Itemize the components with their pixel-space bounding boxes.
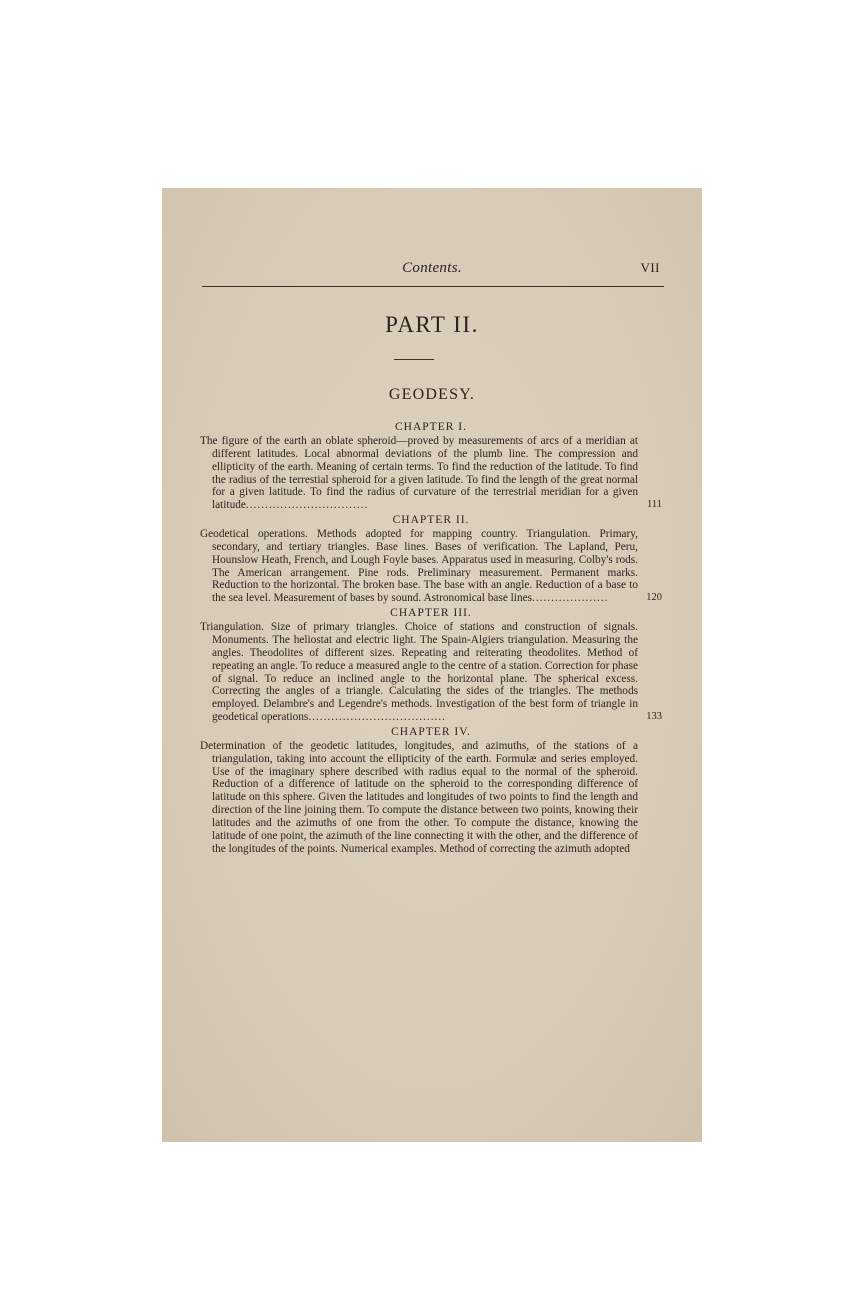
chapter-4 <box>200 725 662 856</box>
header-rule <box>202 286 664 287</box>
chapter-heading: CHAPTER I. <box>395 421 467 433</box>
section-divider <box>394 359 434 360</box>
dot-leader: ................................ <box>245 499 369 512</box>
chapter-page-number: 111 <box>647 499 662 511</box>
chapter-1 <box>200 420 662 512</box>
chapter-summary <box>200 435 662 512</box>
chapter-heading: CHAPTER IV. <box>391 725 471 738</box>
chapter-heading: CHAPTER III. <box>390 607 472 620</box>
summary-text: Determination of the geodetic latitudes, longitudes, and azimuths, of the stations of a triangulation, taking into account the ellipticity of the earth. Formulæ and series employed. Use of the imaginary sphere described with radius equal to the normal of the spheroid. Reduction of a difference of latitude on the spheroid to the corresponding difference of latitude on this sphere. Given the latitudes and longitudes of two points to find the length and direction of the line joining them. To compute the distance between two points, knowing their latitudes and the azimuths of one from the other. To compute the distance, knowing the latitude of one point, the azimuth of the line connecting it with the other, and the difference of the longitudes of the points. Numerical examples. Method of correcting the azimuth adopted <box>200 739 638 855</box>
chapter-summary <box>200 621 662 724</box>
summary-text: The figure of the earth an oblate spheroid—proved by measurements of arcs of a meridian at different latitudes. Local abnormal deviations of the plumb line. The compression and ellipticity of the earth. Meaning of certain terms. To find the reduction of the latitude. To find the radius of the terrestial spheroid for a given latitude. To find the length of the great normal for a given latitude. To find the radius of curvature of the terrestrial meridian for a given latitude <box>200 435 638 512</box>
chapter-summary <box>200 528 662 605</box>
chapter-page-number: 120 <box>646 592 662 604</box>
scanned-page <box>162 188 702 1142</box>
chapter-heading: CHAPTER II. <box>392 514 470 527</box>
summary-text: Geodetical operations. Methods adopted for mapping country. Triangulation. Primary, secondary, and tertiary triangles. Base lines. Bases of verification. The Lapland, Peru, Hounslow Heath, French, and Lough Foyle bases. Apparatus used in measuring. Colby's rods. The American arrangement. Pine rods. Preliminary measurement. Permanent marks. Reduction to the horizontal. The broken base. The base with an angle. Reduction of a base to the sea level. Measurement of bases by sound. Astronomical base lines <box>200 528 638 605</box>
chapter-2 <box>200 513 662 605</box>
dot-leader: .................................... <box>308 711 446 724</box>
chapter-page-number: 133 <box>646 711 662 723</box>
dot-leader: .................... <box>532 592 609 605</box>
part-title: PART II. <box>385 312 479 337</box>
section-title: GEODESY. <box>388 386 476 403</box>
summary-text: Triangulation. Size of primary triangles. Choice of stations and construction of signals. Monuments. The heliostat and electric light. The Spain-Algiers triangulation. Measuring the angles. Theodolites of different sizes. Repeating and reiterating theodolites. Method of repeating an angle. To reduce a measured angle to the centre of a station. Correction for phase of signal. To reduce an inclined angle to the horizontal plane. The spherical excess. Correcting the angles of a triangle. Calculating the sides of the triangles. The methods employed. Delambre's and Legendre's methods. Investigation of the best form of triangle in geodetical operations <box>200 621 638 724</box>
table-of-contents <box>200 420 662 856</box>
chapter-3 <box>200 606 662 724</box>
running-title: Contents. <box>402 260 462 276</box>
page-number: VII <box>640 260 660 275</box>
chapter-summary <box>200 740 662 856</box>
running-head <box>202 260 662 280</box>
